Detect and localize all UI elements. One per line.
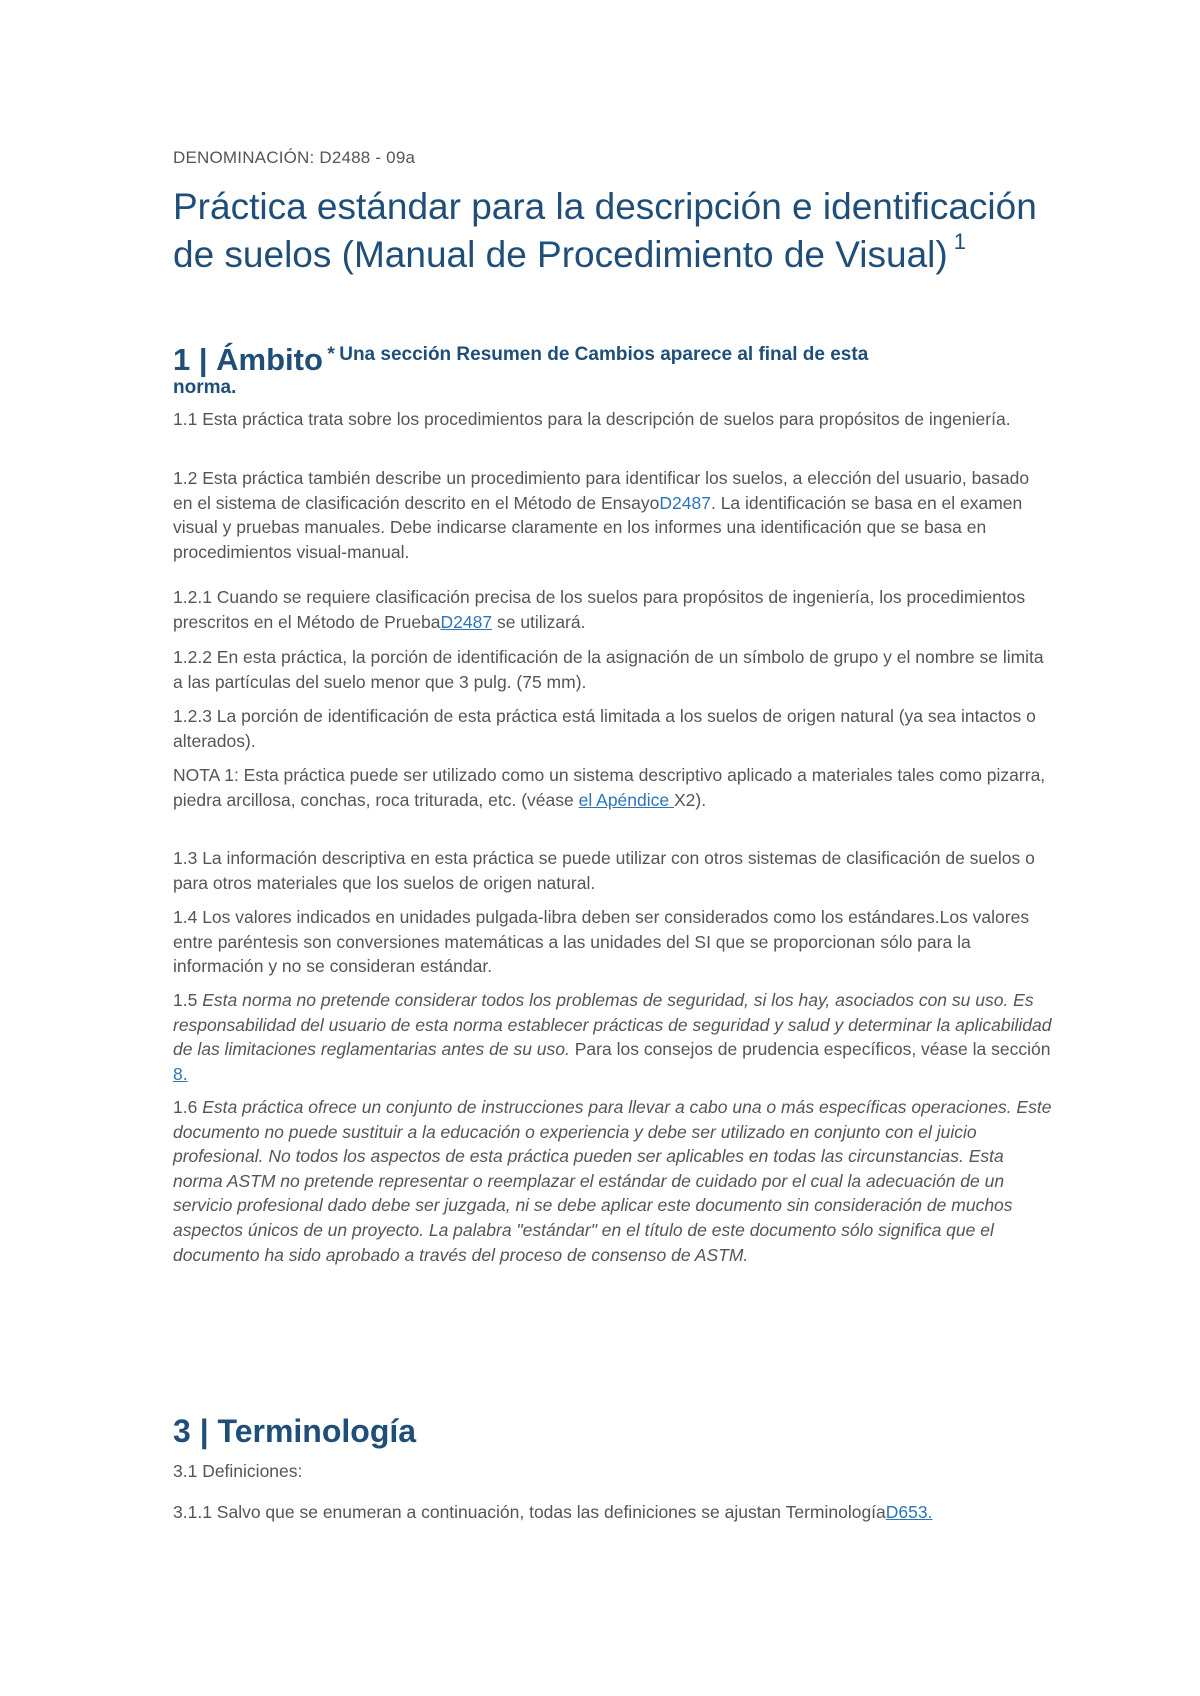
paragraph-1-2-1-text-b: se utilizará.	[492, 611, 586, 632]
d2487-link[interactable]: D2487	[659, 492, 711, 513]
note-1-text-b: X2).	[673, 789, 707, 810]
title-footnote-marker[interactable]: 1	[953, 229, 966, 254]
paragraph-1-2-1-text-a: 1.2.1 Cuando se requiere clasificación precisa de los suelos para propósitos de ingeniería, los procedimientos prescritos en el Método de Prueba	[173, 587, 1026, 632]
paragraph-1-6-italic: Esta práctica ofrece un conjunto de instrucciones para llevar a cabo una o más específicas operaciones. Este documento no puede sustituir a la educación o experiencia y debe ser utilizado en conjunto con el juicio profesional. No todos los aspectos de esta práctica pueden ser aplicables en todas las circunstancias. Esta norma ASTM no pretende representar o reemplazar el estándar de cuidado por el cual la adecuación de un servicio profesional dado debe ser juzgada, ni se debe aplicar este documento sin consideración de muchos aspectos únicos de un proyecto. La palabra "estándar" en el título de este documento sólo significa que el documento ha sido aprobado a través del proceso de consenso de ASTM.	[173, 1097, 1052, 1265]
section-8-link[interactable]: 8.	[173, 1063, 188, 1084]
paragraph-1-1-text: 1.1 Esta práctica trata sobre los procedimientos para la descripción de suelos para propósitos de ingeniería.	[173, 409, 1011, 429]
note-1	[173, 763, 1053, 812]
changes-note: Una sección Resumen de Cambios aparece al final de esta	[339, 344, 869, 365]
paragraph-1-2	[173, 466, 1053, 564]
paragraph-1-2-2	[173, 645, 1053, 694]
paragraph-1-6	[173, 1095, 1053, 1267]
paragraph-1-5-italic: Esta norma no pretende considerar todos los problemas de seguridad, si los hay, asociados con su uso. Es responsabilidad del usuario de esta norma establecer prácticas de seguridad y salud y determinar la aplicabilidad de las limitaciones reglamentarias antes de su uso.	[173, 990, 1052, 1060]
d653-link[interactable]: D653.	[885, 1502, 933, 1522]
paragraph-1-4	[173, 905, 1053, 979]
paragraph-1-5-text-b: Para los consejos de prudencia específicos, véase la sección	[569, 1039, 1051, 1060]
paragraph-1-2-3-text: 1.2.3 La porción de identificación de esta práctica está limitada a los suelos de origen natural (ya sea intactos o alterados).	[173, 706, 1036, 751]
paragraph-1-2-text-b: . La identificación se basa en el examen visual y pruebas manuales. Debe indicarse claramente en los informes una identificación que se basa en procedimientos visual-manual.	[173, 492, 1023, 562]
paragraph-1-3	[173, 846, 1053, 895]
appendix-link[interactable]: el Apéndice	[578, 789, 674, 810]
paragraph-1-2-1	[173, 585, 1053, 634]
paragraph-1-5-number: 1.5	[173, 990, 203, 1010]
paragraph-3-1	[173, 1459, 1053, 1484]
paragraph-3-1-1	[173, 1500, 1053, 1525]
paragraph-1-3-text: 1.3 La información descriptiva en esta práctica se puede utilizar con otros sistemas de clasificación de suelos o para otros materiales que los suelos de origen natural.	[173, 848, 1035, 893]
changes-asterisk: *	[327, 344, 335, 365]
changes-note-end: norma.	[173, 377, 237, 398]
paragraph-1-2-text-a: 1.2 Esta práctica también describe un procedimiento para identificar los suelos, a elección del usuario, basado en el sistema de clasificación descrito en el Método de Ensayo	[173, 468, 1030, 513]
paragraph-1-5	[173, 988, 1053, 1086]
paragraph-3-1-1-text: 3.1.1 Salvo que se enumeran a continuación, todas las definiciones se ajustan Terminología	[173, 1502, 886, 1522]
d2487-link-2[interactable]: D2487	[440, 611, 493, 632]
paragraph-1-1	[173, 407, 1053, 432]
designation-line: DENOMINACIÓN: D2488 - 09a	[173, 148, 416, 167]
section-3-heading: 3 | Terminología	[173, 1413, 417, 1449]
document-title	[173, 183, 1053, 279]
paragraph-3-1-text: 3.1 Definiciones:	[173, 1461, 303, 1481]
paragraph-1-2-2-text: 1.2.2 En esta práctica, la porción de identificación de la asignación de un símbolo de grupo y el nombre se limita a las partículas del suelo menor que 3 pulg. (75 mm).	[173, 647, 1044, 692]
note-1-text-a: NOTA 1: Esta práctica puede ser utilizado como un sistema descriptivo aplicado a materiales tales como pizarra, piedra arcillosa, conchas, roca triturada, etc. (véase	[173, 765, 1046, 810]
paragraph-1-4-text: 1.4 Los valores indicados en unidades pulgada-libra deben ser considerados como los estándares.Los valores entre paréntesis son conversiones matemáticas a las unidades del SI que se proporcionan sólo para la información y no se consideran estándar.	[173, 907, 1030, 977]
paragraph-1-2-3	[173, 704, 1053, 753]
section-1-title: 1 | Ámbito	[173, 342, 323, 377]
title-text: Práctica estándar para la descripción e identificación de suelos (Manual de Procedimiento de Visual)	[173, 186, 1037, 275]
section-1-heading	[173, 342, 1053, 402]
paragraph-1-6-number: 1.6	[173, 1097, 203, 1117]
